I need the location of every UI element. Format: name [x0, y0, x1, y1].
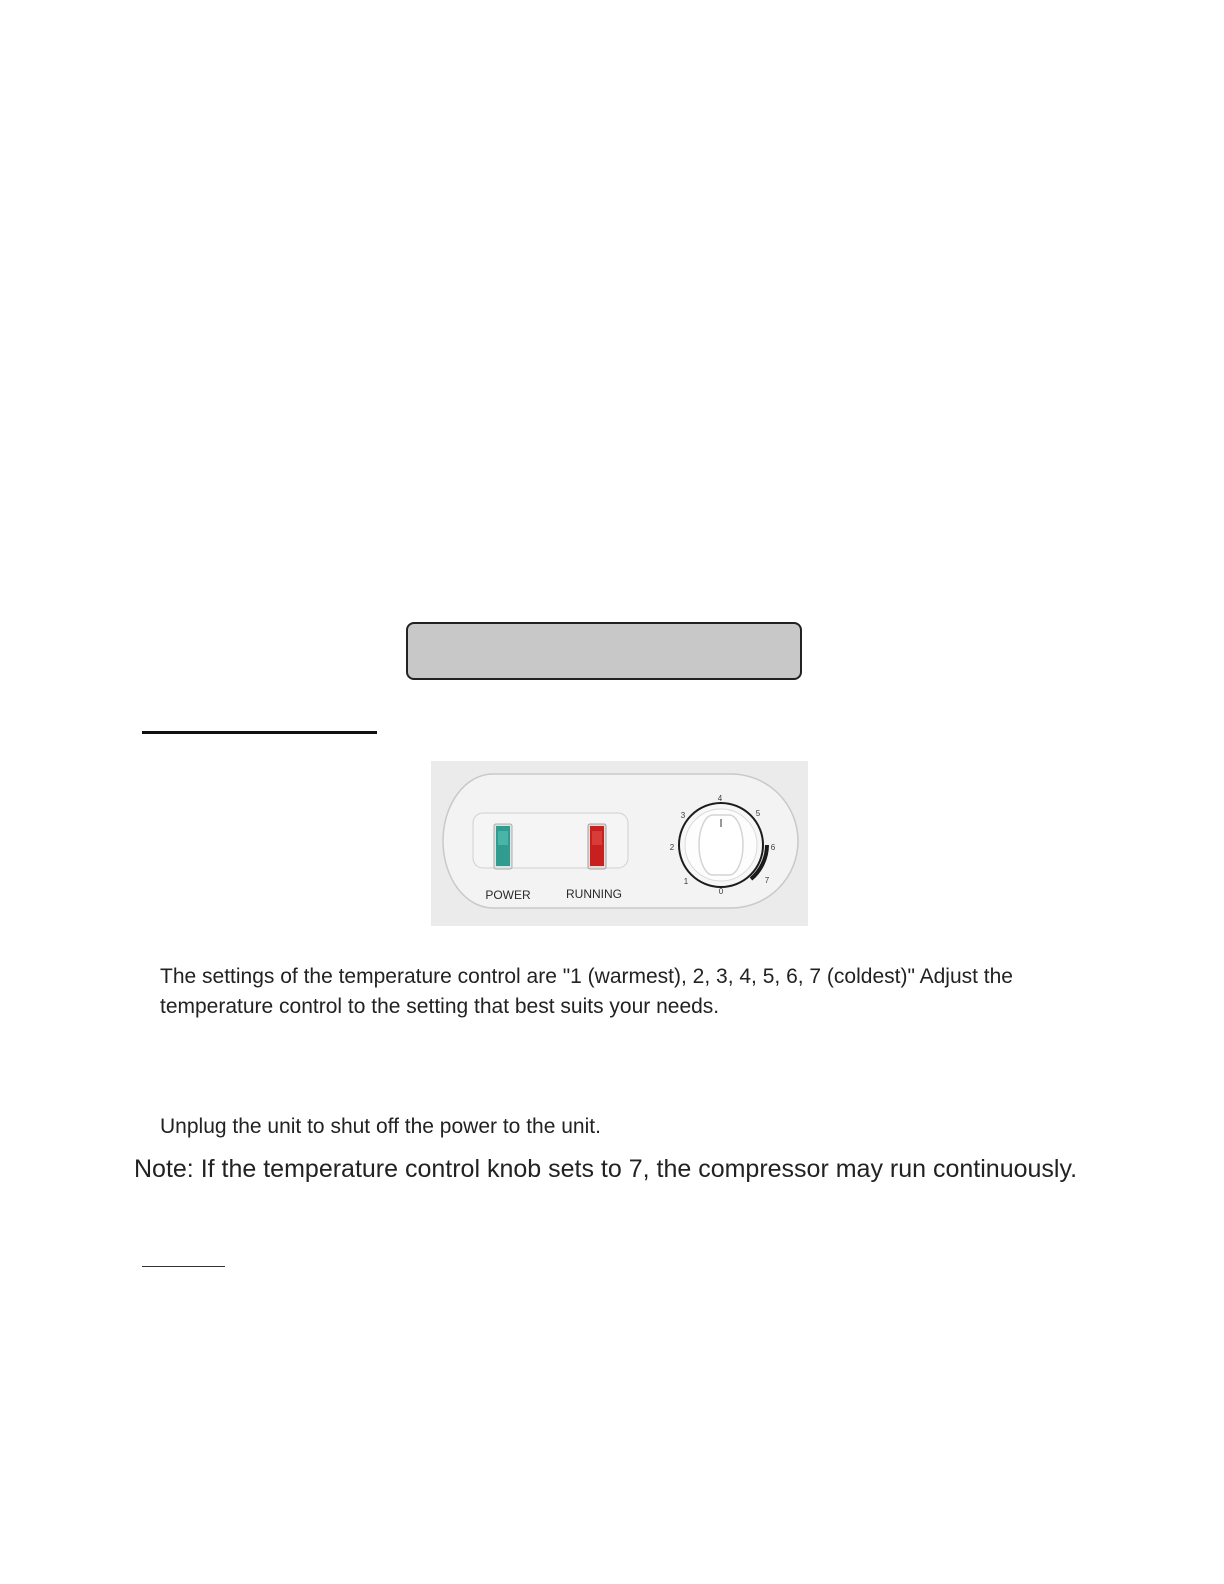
unplug-instruction: Unplug the unit to shut off the power to the unit. [160, 1115, 601, 1138]
dial-number-5: 5 [755, 809, 761, 818]
dial-number-0: 0 [718, 887, 724, 896]
dial-number-3: 3 [680, 811, 686, 820]
footer-rule [142, 1266, 225, 1267]
dial-number-7: 7 [764, 876, 770, 885]
heading-underline [142, 731, 377, 734]
dial-number-2: 2 [669, 843, 675, 852]
section-title-box [406, 622, 802, 680]
dial-number-4: 4 [717, 794, 723, 803]
running-label: RUNNING [566, 887, 622, 901]
temperature-settings-paragraph: The settings of the temperature control are "1 (warmest), 2, 3, 4, 5, 6, 7 (coldest)" Adjust the temperature control to the setting that best suits your needs. [160, 965, 1013, 1018]
dial-number-1: 1 [683, 877, 689, 886]
power-label: POWER [485, 888, 531, 902]
power-indicator-light [494, 824, 512, 869]
compressor-note: Note: If the temperature control knob sets to 7, the compressor may run continuously. [134, 1155, 1078, 1183]
running-indicator-light [588, 824, 606, 869]
control-panel-image [431, 761, 808, 926]
dial-number-6: 6 [770, 843, 776, 852]
